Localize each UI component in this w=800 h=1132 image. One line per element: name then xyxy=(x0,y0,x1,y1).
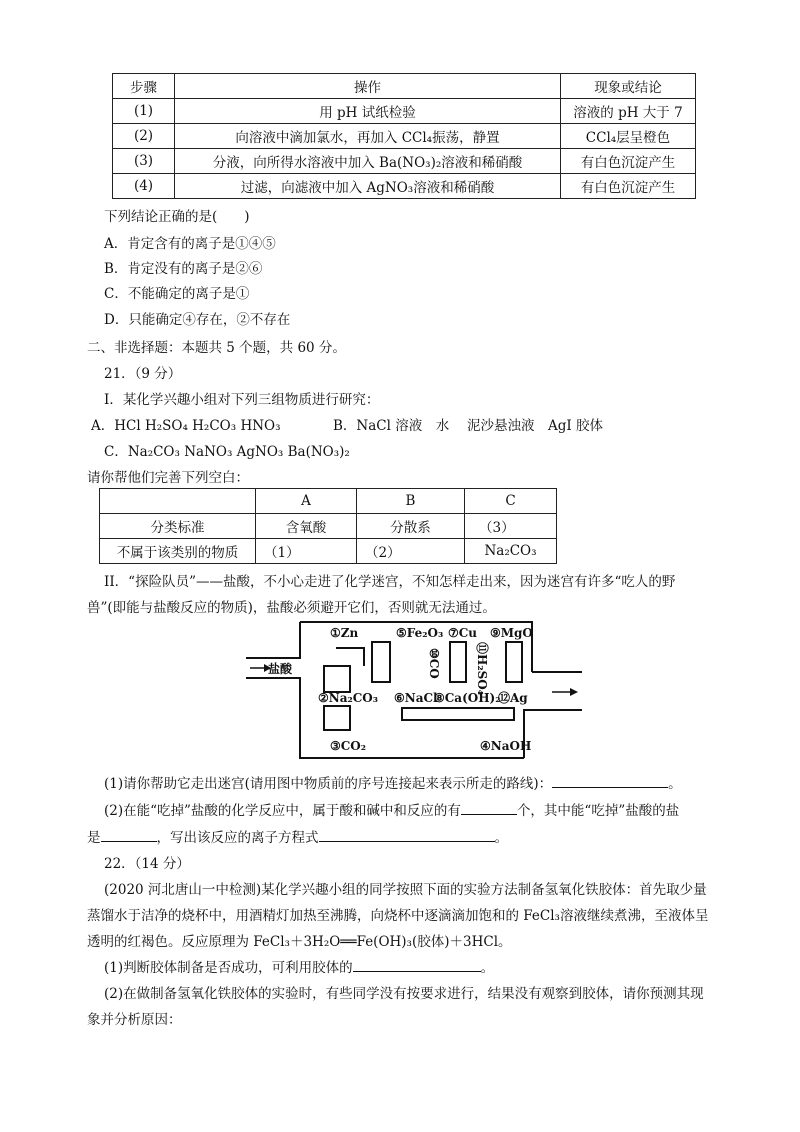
sub-question-2 xyxy=(104,799,679,819)
table-cell: (2) xyxy=(113,124,175,149)
paragraph-line: 兽”(即能与盐酸反应的物质)，盐酸必须避开它们，否则就无法通过。 xyxy=(87,600,496,616)
maze-entry-label: 盐酸 xyxy=(268,662,293,676)
answer-blank[interactable] xyxy=(552,773,668,788)
punctuation: 。 xyxy=(480,960,495,976)
maze-item: ①Zn xyxy=(330,626,359,640)
table-cell: (1) xyxy=(113,99,175,124)
maze-item: ⑪H₂SO₄ xyxy=(475,642,489,695)
sub-question-1 xyxy=(104,956,494,976)
table-header: 步骤 xyxy=(113,74,175,99)
sub-question-text: (1)请你帮助它走出迷宫(请用图中物质前的序号连接起来表示所走的路线)： xyxy=(104,776,553,792)
maze-diagram xyxy=(244,620,584,760)
table-cell: 分散系 xyxy=(357,514,465,539)
table-header: 现象或结论 xyxy=(561,74,696,99)
group-c: C．Na₂CO₃ NaNO₃ AgNO₃ Ba(NO₃)₂ xyxy=(104,444,350,460)
question-number: 22．（14 分） xyxy=(104,856,190,872)
option-b: B．肯定没有的离子是②⑥ xyxy=(104,261,263,277)
table-cell: （3） xyxy=(465,514,557,539)
paragraph-line: (2020 河北唐山一中检测)某化学兴趣小组的同学按照下面的实验方法制备氢氧化铁胶体：首先取少量 xyxy=(104,882,707,898)
answer-blank[interactable] xyxy=(319,827,495,842)
table-header: A xyxy=(256,489,357,514)
section-heading: 二、非选择题：本题共 5 个题，共 60 分。 xyxy=(87,340,346,356)
maze-item: ②Na₂CO₃ xyxy=(318,691,379,705)
experiment-table xyxy=(112,73,696,199)
option-c: C．不能确定的离子是① xyxy=(104,286,250,302)
maze-item: ⑥NaCl xyxy=(394,691,438,705)
maze-item: ⑧Ca(OH)₂ xyxy=(434,691,501,705)
maze-item: ⑤Fe₂O₃ xyxy=(396,626,444,640)
maze-item: ④NaOH xyxy=(480,739,532,753)
table-cell: 用 pH 试纸检验 xyxy=(175,99,561,124)
group-a: A．HCl H₂SO₄ H₂CO₃ HNO₃ xyxy=(91,418,281,434)
maze-item: ⑫Ag xyxy=(498,691,528,705)
maze-item: ⑨MgO xyxy=(490,626,533,640)
answer-blank[interactable] xyxy=(461,800,517,815)
sub-question-text: 个，其中能“吃掉”盐酸的盐 xyxy=(516,803,680,819)
paragraph-line: II．“探险队员”——盐酸，不小心走进了化学迷宫，不知怎样走出来，因为迷宫有许多“吃人的野 xyxy=(104,574,676,590)
punctuation: 。 xyxy=(494,830,508,846)
table-cell: （2） xyxy=(357,539,465,564)
answer-blank[interactable] xyxy=(353,957,481,972)
table-header: B xyxy=(357,489,465,514)
table-cell: 含氧酸 xyxy=(256,514,357,539)
paragraph-line: (2)在做制备氢氧化铁胶体的实验时，有些同学没有按要求进行，结果没有观察到胶体，请你预测其现 xyxy=(104,986,704,1002)
table-cell: 不属于该类别的物质 xyxy=(100,539,256,564)
table-cell: 溶液的 pH 大于 7 xyxy=(561,99,696,124)
question-number: 21．（9 分） xyxy=(104,366,182,382)
sub-question-text: ，写出该反应的离子方程式 xyxy=(156,830,319,846)
table-cell: Na₂CO₃ xyxy=(465,539,557,564)
question-intro: I．某化学兴趣小组对下列三组物质进行研究： xyxy=(104,392,380,408)
maze-item: ⑩CO xyxy=(427,648,441,679)
table-cell: 向溶液中滴加氯水，再加入 CCl₄振荡，静置 xyxy=(175,124,561,149)
table-header xyxy=(100,489,256,514)
paragraph-line: 蒸馏水于洁净的烧杯中，用酒精灯加热至沸腾，向烧杯中逐滴滴加饱和的 FeCl₃溶液继续煮沸，至液体呈 xyxy=(87,908,709,924)
table-cell: （1） xyxy=(256,539,357,564)
maze-item: ⑦Cu xyxy=(448,626,478,640)
sub-question-text: (2)在能“吃掉”盐酸的化学反应中，属于酸和碱中和反应的有 xyxy=(104,803,461,819)
option-a: A．肯定含有的离子是①④⑤ xyxy=(104,236,276,252)
table-cell: (4) xyxy=(113,174,175,199)
group-b: B．NaCl 溶液 水 泥沙悬浊液 AgI 胶体 xyxy=(333,418,604,434)
paragraph-line: 象并分析原因： xyxy=(87,1012,182,1028)
table-cell: 分液，向所得水溶液中加入 Ba(NO₃)₂溶液和稀硝酸 xyxy=(175,149,561,174)
punctuation: 。 xyxy=(668,776,682,792)
sub-question-text: (1)判断胶体制备是否成功，可利用胶体的 xyxy=(104,960,353,976)
prompt-text: 请你帮他们完善下列空白： xyxy=(87,470,249,486)
sub-question-text: 是 xyxy=(87,830,101,846)
table-cell: 有白色沉淀产生 xyxy=(561,149,696,174)
table-cell: 分类标准 xyxy=(100,514,256,539)
option-d: D．只能确定④存在，②不存在 xyxy=(104,312,291,328)
answer-blank[interactable] xyxy=(101,827,157,842)
sub-question-2-cont xyxy=(87,826,508,846)
paragraph-line: 透明的红褐色。反应原理为 FeCl₃＋3H₂O══Fe(OH)₃(胶体)＋3HCl。 xyxy=(87,934,512,950)
table-cell: CCl₄层呈橙色 xyxy=(561,124,696,149)
sub-question-1 xyxy=(104,772,682,792)
table-header: 操作 xyxy=(175,74,561,99)
question-stem: 下列结论正确的是( ) xyxy=(104,209,250,225)
table-cell: (3) xyxy=(113,149,175,174)
classification-table xyxy=(99,488,557,564)
maze-item: ③CO₂ xyxy=(330,739,367,753)
table-header: C xyxy=(465,489,557,514)
table-cell: 过滤，向滤液中加入 AgNO₃溶液和稀硝酸 xyxy=(175,174,561,199)
table-cell: 有白色沉淀产生 xyxy=(561,174,696,199)
